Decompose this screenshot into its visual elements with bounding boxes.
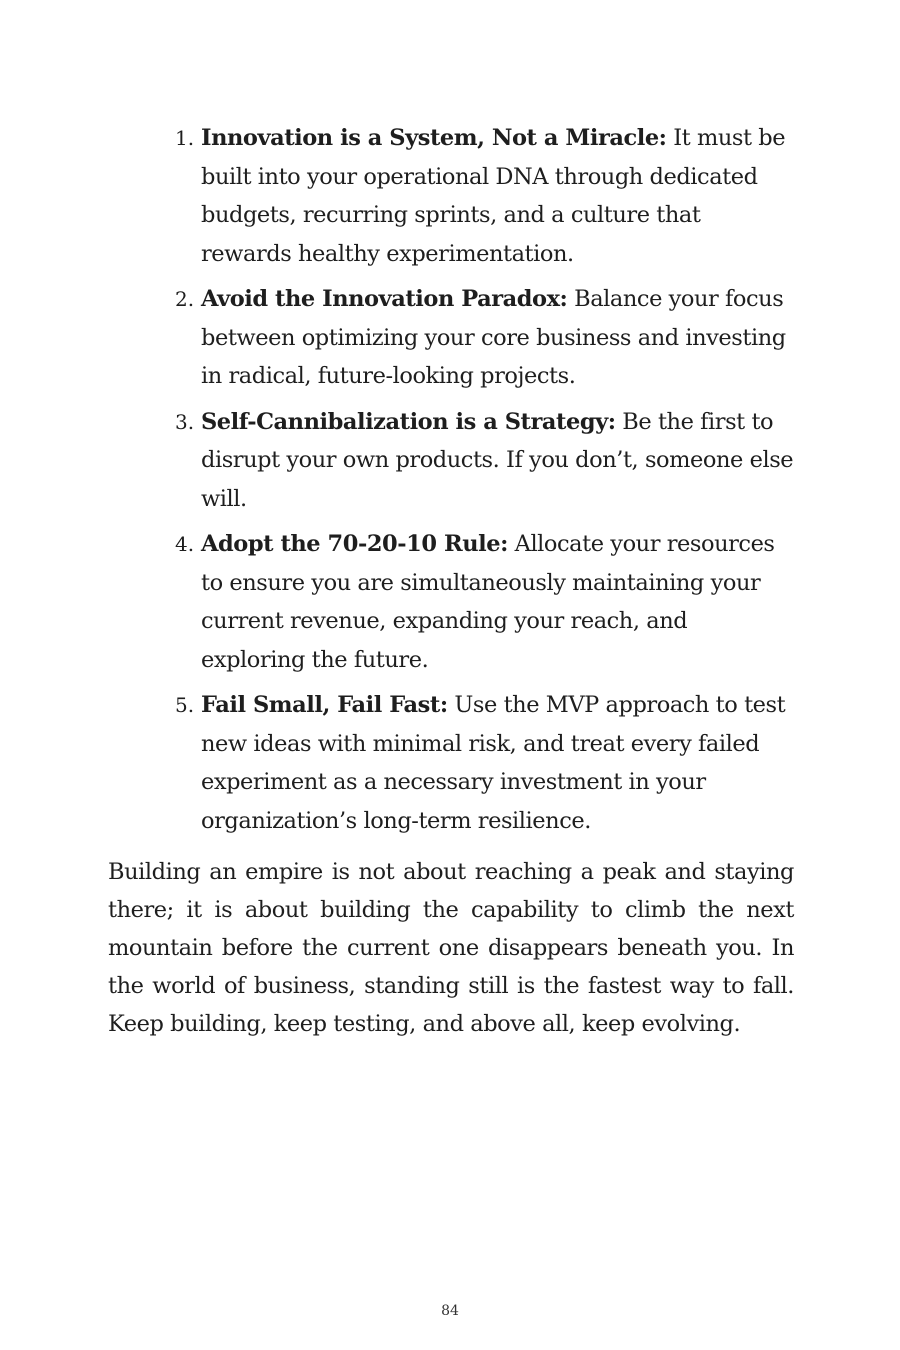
list-item-text: Allocate your resources to ensure you are simultaneously maintaining your current revenue, expanding your reach, and exploring the future.: [201, 531, 775, 673]
list-item-title: Self-Cannibalization is a Strategy:: [201, 408, 616, 435]
list-item-title: Avoid the Innovation Paradox:: [201, 286, 568, 312]
list-item-number: 5.: [175, 693, 195, 717]
list-item: [175, 686, 795, 840]
list-item-number: 2.: [175, 287, 195, 311]
list-item-number: 3.: [175, 409, 195, 434]
closing-paragraph: Building an empire is not about reaching a peak and staying there; it is about building the capability to climb the next mountain before the current one disappears beneath you. In the world of business, standing still is the fastest way to fall. Keep building, keep testing, and above all, keep evolving.: [108, 859, 794, 1037]
list-item-title: Fail Small, Fail Fast:: [201, 692, 448, 718]
list-item-number: 4.: [175, 532, 195, 556]
list-item: [175, 119, 795, 273]
list-item-number: 1.: [175, 126, 195, 150]
list-item-text: Use the MVP approach to test new ideas with minimal risk, and treat every failed experiment as a necessary investment in your organization’s long-term resilience.: [201, 692, 786, 834]
list-item-text: Be the first to disrupt your own products. If you don’t, someone else will.: [201, 408, 794, 512]
list-item: [175, 525, 795, 679]
list-item: [175, 280, 795, 396]
list-item: [175, 403, 795, 519]
list-item-text: Balance your focus between optimizing your core business and investing in radical, future-looking projects.: [201, 286, 786, 389]
page-number: 84: [441, 1303, 459, 1319]
list-item-text: It must be built into your operational DNA through dedicated budgets, recurring sprints, and a culture that rewards healthy experimentation.: [201, 125, 786, 267]
list-item-title: Innovation is a System, Not a Miracle:: [201, 125, 667, 151]
list-item-title: Adopt the 70-20-10 Rule:: [201, 531, 508, 557]
key-takeaways-list: [175, 119, 795, 847]
